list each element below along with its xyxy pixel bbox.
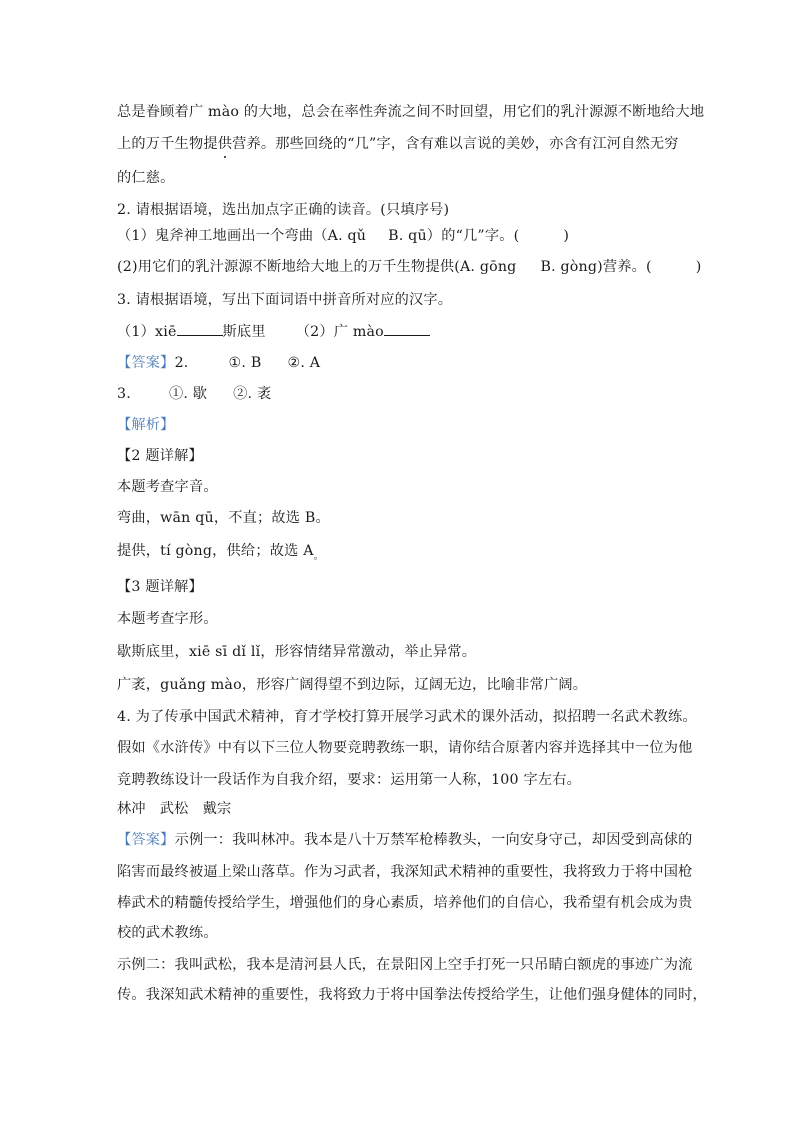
q2-detail-line-1: 本题考查字音。 xyxy=(117,479,218,495)
q2-stem: 2. 请根据语境，选出加点字正确的读音。(只填序号) xyxy=(117,202,450,218)
passage-line-1: 总是眷顾着广 mào 的大地，总会在率性奔流之间不时回望，用它们的乳汁源源不断地给大地 xyxy=(117,104,705,120)
q2-item-1-option-a: （1）鬼斧神工地画出一个弯曲（A. qǔ xyxy=(117,228,367,244)
q3-detail-line-2: 歇斯底里，xiē sī dǐ lǐ，形容情绪异常激动，举止异常。 xyxy=(117,644,477,660)
q2-detail-title: 【2 题详解】 xyxy=(117,448,203,464)
answer-q3-option-2: ②. 袤 xyxy=(233,386,272,402)
q4-answer-line-1 xyxy=(117,830,693,850)
q4-name-lin-chong: 林冲 xyxy=(117,801,146,817)
answer-label: 【答案】 xyxy=(117,355,175,371)
q2-detail-line-3-period: 。 xyxy=(313,551,324,562)
q2-item-1 xyxy=(117,226,682,246)
q4-line-2: 假如《水浒传》中有以下三位人物要竞聘教练一职，请你结合原著内容并选择其中一位为他 xyxy=(117,740,693,756)
answer-q3-option-1: ①. 歇 xyxy=(168,386,208,402)
q3-item-2-blank xyxy=(384,321,430,336)
q3-stem: 3. 请根据语境，写出下面词语中拼音所对应的汉字。 xyxy=(117,292,453,308)
q4-answer-example-2-line-1: 示例二：我叫武松，我本是清河县人氏，在景阳冈上空手打死一只吊睛白额虎的事迹广为流 xyxy=(117,957,693,973)
answer-line-q2 xyxy=(117,353,682,373)
q2-item-2-option-a: (2)用它们的乳汁源源不断地给大地上的万千生物提供(A. gōng xyxy=(117,259,517,275)
q4-answer-example-1-line-3: 棒武术的精髓传授给学生，增强他们的身心素质，培养他们的自信心，我希望有机会成为贵 xyxy=(117,895,693,911)
q4-answer-example-1-line-4: 校的武术教练。 xyxy=(117,925,218,941)
q4-answer-example-2-line-2: 传。我深知武术精神的重要性，我将致力于将中国拳法传授给学生，让他们强身健体的同时， xyxy=(117,987,707,1003)
q2-item-2 xyxy=(117,257,702,277)
q2-detail-line-3 xyxy=(117,541,682,563)
q4-names xyxy=(117,799,682,819)
q3-item-1-pinyin: （1）xiē xyxy=(117,324,177,340)
q4-name-wu-song: 武松 xyxy=(159,801,189,817)
passage-line-2-pre: 上的万千生物提 xyxy=(117,136,218,152)
q4-line-3: 竞聘教练设计一段话作为自我介绍，要求：运用第一人称，100 字左右。 xyxy=(117,772,582,788)
answer-line-q3 xyxy=(117,384,682,404)
q2-item-1-close: ) xyxy=(563,228,570,244)
answer-q2-number: 2. xyxy=(174,355,189,371)
q2-detail-line-3-text: 提供，tí gòng，供给；故选 A xyxy=(117,543,314,559)
analysis-label: 【解析】 xyxy=(117,417,175,433)
q3-items xyxy=(117,321,682,342)
q4-answer-label: 【答案】 xyxy=(117,832,175,848)
q4-answer-example-1-line-1: 示例一：我叫林冲。我本是八十万禁军枪棒教头，一向安身守己，却因受到高俅的 xyxy=(174,832,693,848)
passage-line-2-post: 营养。那些回绕的“几”字，含有难以言说的美妙，亦含有江河自然无穷 xyxy=(232,136,679,152)
dotted-character: 供 xyxy=(217,136,233,152)
q3-item-1-blank xyxy=(177,321,223,336)
q3-detail-line-1: 本题考查字形。 xyxy=(117,611,218,627)
q2-detail-line-2: 弯曲，wān qū，不直；故选 B。 xyxy=(117,510,330,526)
answer-q3-number: 3. xyxy=(117,386,131,402)
q4-line-1: 4. 为了传承中国武术精神，育才学校打算开展学习武术的课外活动，拟招聘一名武术教练。 xyxy=(117,709,697,725)
q2-item-2-option-b: B. gòng)营养。( xyxy=(540,259,652,275)
passage-line-3: 的仁慈。 xyxy=(117,170,175,186)
answer-q2-option-2: ②. A xyxy=(287,355,321,371)
q3-detail-line-3: 广袤，guǎng mào，形容广阔得望不到边际，辽阔无边，比喻非常广阔。 xyxy=(117,677,588,693)
q3-item-1-suffix: 斯底里 xyxy=(222,324,266,340)
q2-item-1-option-b: B. qū）的“几”字。( xyxy=(388,228,520,244)
q4-answer-example-1-line-2: 陷害而最终被逼上梁山落草。作为习武者，我深知武术精神的重要性，我将致力于将中国枪 xyxy=(117,864,693,880)
q4-name-dai-zong: 戴宗 xyxy=(202,801,232,817)
q3-item-2-pinyin: （2）广 mào xyxy=(295,324,384,340)
q3-detail-title: 【3 题详解】 xyxy=(117,579,203,595)
q2-item-2-close: ) xyxy=(695,259,702,275)
passage-line-2 xyxy=(117,134,682,154)
answer-q2-option-1: ①. B xyxy=(228,355,262,371)
